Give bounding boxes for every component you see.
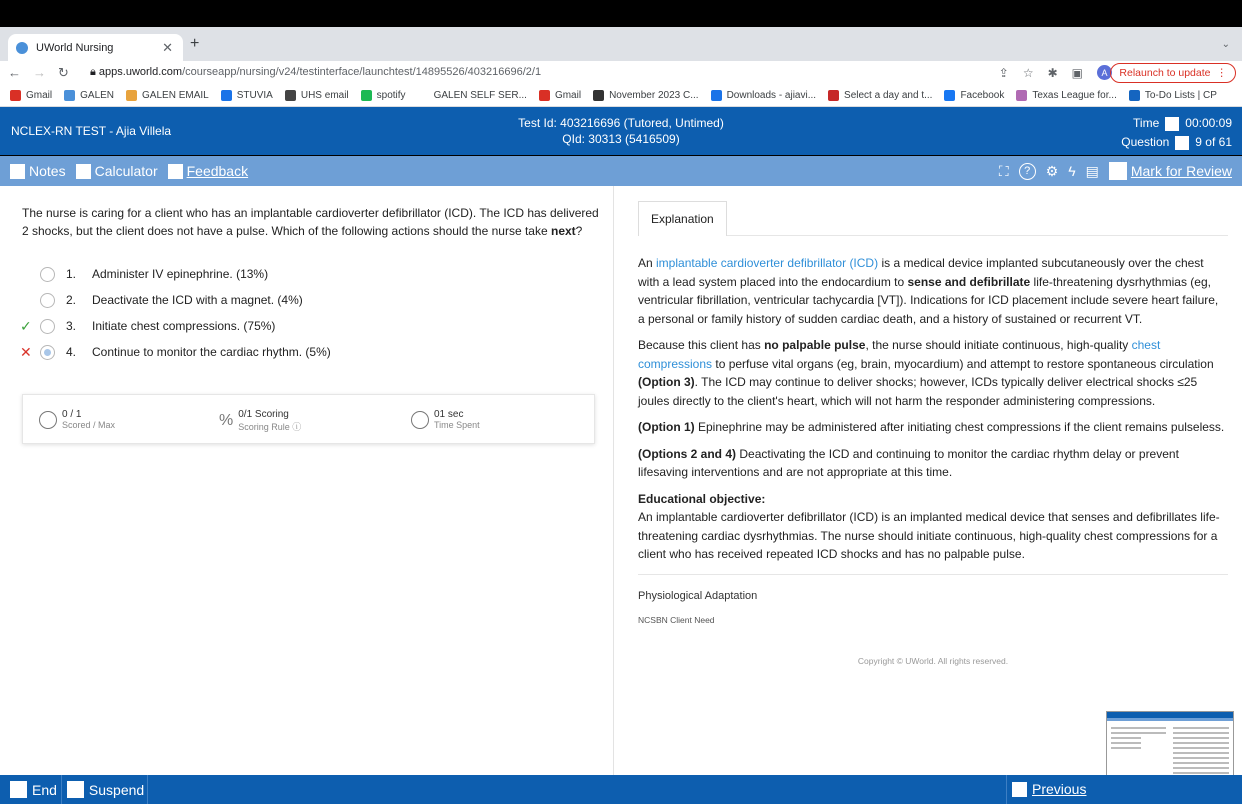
suspend-label: Suspend xyxy=(88,781,145,798)
bookmark-item[interactable] xyxy=(10,90,52,101)
url-domain: apps.uworld.com xyxy=(98,66,183,78)
educational-objective-text: An implantable cardioverter defibrillator (ICD) is an implanted medical device that senses and defibrillates life-threatening cardiac dysrhythmias. The nurse should initiate continuous, high-quality chest compressions for a client who has received repeated ICD shocks and has no palpable pulse. xyxy=(638,510,1220,561)
answer-text: Deactivate the ICD with a magnet. (4%) xyxy=(92,293,303,307)
bookmark-item[interactable] xyxy=(944,90,1004,101)
answer-option[interactable] xyxy=(20,287,331,313)
bookmark-label: GALEN xyxy=(80,90,115,101)
bookmark-favicon-icon xyxy=(126,90,137,101)
bookmark-star-icon[interactable]: ☆ xyxy=(1022,65,1034,80)
calculator-label: Calculator xyxy=(94,163,158,179)
previous-label: Previous xyxy=(1032,781,1087,797)
notes-icon xyxy=(10,164,25,179)
correct-check-icon: ✓ xyxy=(20,317,32,334)
settings-gear-icon[interactable]: ⚙ xyxy=(1045,162,1059,179)
forward-arrow-icon[interactable]: → xyxy=(33,65,46,80)
lock-icon: 🔒︎ xyxy=(90,66,96,78)
bookmark-label: spotify xyxy=(376,90,406,101)
bookmark-item[interactable] xyxy=(126,90,209,101)
bookmark-item[interactable] xyxy=(361,90,406,101)
text: is a medical device implanted subcutaneously over the chest with a lead system placed into the endocardium to xyxy=(638,256,1204,289)
test-footer xyxy=(0,775,1242,804)
bookmark-item[interactable] xyxy=(418,90,527,101)
score-stat xyxy=(39,409,115,430)
time-spent-label: Time Spent xyxy=(434,420,480,430)
stats-panel xyxy=(22,394,595,444)
bookmark-favicon-icon xyxy=(593,90,604,101)
address-bar[interactable] xyxy=(90,66,541,79)
bookmark-favicon-icon xyxy=(711,90,722,101)
score-label: Scored / Max xyxy=(62,420,116,430)
test-id: Test Id: 403216696 (Tutored, Untimed) xyxy=(518,116,724,130)
text: (Option 3) xyxy=(638,375,695,389)
mark-review-label: Mark for Review xyxy=(1130,163,1232,179)
answer-text: Initiate chest compressions. (75%) xyxy=(92,319,276,333)
text: sense and defibrillate xyxy=(907,274,1031,289)
end-icon xyxy=(10,781,27,798)
url-path: /courseapp/nursing/v24/testinterface/launchtest/14895526/403216696/2/1 xyxy=(182,66,542,78)
question-label: Question xyxy=(1121,135,1170,149)
bookmark-item[interactable] xyxy=(285,90,349,101)
explanation-tab[interactable]: Explanation xyxy=(638,201,727,236)
bookmark-label: November 2023 C... xyxy=(609,90,699,101)
question-counter: 9 of 61 xyxy=(1195,135,1232,149)
lab-values-icon[interactable]: ϟ xyxy=(1068,163,1076,179)
app-header xyxy=(0,107,1242,155)
relaunch-button[interactable] xyxy=(1110,63,1236,83)
bookmark-label: Select a day and t... xyxy=(844,90,933,101)
mark-for-review-button[interactable] xyxy=(1109,162,1232,180)
test-toolbar xyxy=(0,156,1242,186)
text: no palpable pulse xyxy=(764,338,866,352)
bookmark-label: Gmail xyxy=(554,90,582,101)
fullscreen-icon[interactable]: ⛶ xyxy=(998,162,1009,179)
bookmark-item[interactable] xyxy=(828,90,932,101)
uworld-favicon-icon xyxy=(16,42,28,54)
answer-radio[interactable] xyxy=(40,267,55,282)
question-end: ? xyxy=(575,224,583,238)
bookmark-label: GALEN EMAIL xyxy=(142,90,209,101)
suspend-button[interactable] xyxy=(67,781,148,798)
text: An xyxy=(638,256,657,270)
text: Deactivating the ICD and continuing to monitor the cardiac rhythm delay or prevent lifesaving interventions and are not appropriate at this time. xyxy=(638,446,1179,479)
bookmark-favicon-icon xyxy=(10,90,21,101)
share-icon[interactable]: ⇪ xyxy=(998,65,1009,80)
score-value: 0 / 1 xyxy=(62,409,82,420)
bookmark-favicon-icon xyxy=(418,90,429,101)
answer-text: Administer IV epinephrine. (13%) xyxy=(92,267,269,281)
rule-value: 0/1 Scoring xyxy=(238,409,289,420)
screenshot-thumbnail[interactable] xyxy=(1106,711,1234,785)
answer-number: 1. xyxy=(66,267,77,281)
bookmark-favicon-icon xyxy=(1129,90,1140,101)
calculator-button[interactable] xyxy=(76,163,158,179)
score-target-icon xyxy=(39,411,57,429)
bookmark-item[interactable] xyxy=(221,90,273,101)
relaunch-label: Relaunch to update xyxy=(1119,67,1211,79)
time-value: 00:00:09 xyxy=(1185,116,1232,130)
text: Because this client has xyxy=(638,338,765,352)
extensions-icon[interactable]: ✱ xyxy=(1047,65,1058,80)
pane-divider[interactable] xyxy=(613,186,614,775)
explanation-pane xyxy=(638,201,1228,670)
explanation-paragraph xyxy=(638,254,1228,328)
profile-avatar[interactable]: A xyxy=(1097,65,1112,80)
answer-option[interactable] xyxy=(20,339,331,365)
previous-icon xyxy=(1012,782,1027,797)
bookmark-item[interactable] xyxy=(1129,90,1217,101)
browser-tab[interactable] xyxy=(8,34,183,61)
notes-button[interactable] xyxy=(10,163,66,179)
reload-icon[interactable]: ↻ xyxy=(58,65,69,80)
answer-number: 2. xyxy=(66,293,77,307)
feedback-button[interactable] xyxy=(168,163,248,179)
text: life-threatening dysrhythmias (eg, ventricular fibrillation, ventricular tachycardia [VT]). Indications for ICD placement include severe heart failure, a personal or family history of sudden cardiac death, and a history of sustained or recurrent VT. xyxy=(638,274,1219,326)
browser-toolbar xyxy=(0,61,1242,85)
sidepanel-icon[interactable]: ▣ xyxy=(1071,65,1083,80)
notes-label: Notes xyxy=(29,163,66,179)
question-emphasis: next xyxy=(550,224,576,238)
calculator-icon xyxy=(76,164,91,179)
bookmark-item[interactable] xyxy=(1016,90,1117,101)
answer-number: 3. xyxy=(66,319,77,333)
end-label: End xyxy=(32,781,57,798)
answer-option[interactable] xyxy=(20,313,331,339)
more-menu-icon: ⋮ xyxy=(1216,67,1227,79)
question-text: The nurse is caring for a client who has an implantable cardioverter defibrillator (ICD). The ICD has delivered 2 shocks, but the client does not have a pulse. Which of the following actions should the nurse take xyxy=(22,206,599,238)
bookmark-favicon-icon xyxy=(221,90,232,101)
help-icon[interactable]: ? xyxy=(1019,163,1036,180)
explanation-paragraph xyxy=(638,445,1228,482)
bookmark-label: To-Do Lists | CP xyxy=(1144,90,1217,101)
incorrect-x-icon: ✕ xyxy=(20,343,32,360)
answer-radio[interactable] xyxy=(40,293,55,308)
chest-compressions-link[interactable]: chest compressions xyxy=(638,338,1161,371)
bookmark-label: GALEN SELF SER... xyxy=(433,90,527,101)
rule-stat xyxy=(219,409,301,433)
bookmark-item[interactable] xyxy=(711,90,816,101)
time-label: Time xyxy=(1133,116,1160,130)
text: (Options 2 and 4) xyxy=(638,446,737,461)
feedback-icon xyxy=(168,164,183,179)
icd-link[interactable]: implantable cardioverter defibrillator (ICD) xyxy=(656,256,879,270)
bookmark-label: Gmail xyxy=(26,90,53,101)
bookmark-item[interactable] xyxy=(64,90,114,101)
bookmark-favicon-icon xyxy=(944,90,955,101)
text: to perfuse vital organs (eg, brain, myocardium) and attempt to restore spontaneous circulation xyxy=(712,356,1214,371)
mark-review-checkbox xyxy=(1109,162,1127,180)
bookmark-item[interactable] xyxy=(539,90,581,101)
text: Epinephrine may be administered after initiating chest compressions if the client remains pulseless. xyxy=(694,420,1225,434)
educational-objective-title: Educational objective: xyxy=(638,491,766,506)
answer-option[interactable] xyxy=(20,261,331,287)
bookmarks-bar xyxy=(0,85,1242,107)
bookmark-label: Facebook xyxy=(960,90,1005,101)
bookmark-favicon-icon xyxy=(361,90,372,101)
timer-toggle-icon[interactable] xyxy=(1165,117,1179,131)
answer-number: 4. xyxy=(66,345,77,359)
text: (Option 1) xyxy=(638,420,695,434)
browser-tabstrip xyxy=(0,27,1242,61)
text: . The ICD may continue to deliver shocks; however, ICDs typically deliver electrical shocks ≤25 joules directly to the client's heart, which will not harm the responder administering compressions. xyxy=(638,375,1198,408)
previous-button[interactable] xyxy=(1012,781,1086,797)
explanation-paragraph xyxy=(638,336,1228,410)
category-label: NCSBN Client Need xyxy=(638,615,715,625)
suspend-icon xyxy=(67,781,84,798)
tab-search-chevron-icon[interactable]: ⌄ xyxy=(1221,39,1230,50)
bookmark-favicon-icon xyxy=(64,90,75,101)
bookmark-label: Texas League for... xyxy=(1032,90,1117,101)
test-title: NCLEX-RN TEST - Ajia Villela xyxy=(11,124,172,138)
explanation-paragraph xyxy=(638,418,1228,437)
bookmark-favicon-icon xyxy=(285,90,296,101)
time-spent-value: 01 sec xyxy=(434,409,464,420)
back-arrow-icon[interactable]: ← xyxy=(8,65,21,80)
answer-radio[interactable] xyxy=(40,345,55,360)
question-stem xyxy=(22,204,607,240)
end-button[interactable] xyxy=(10,781,61,798)
new-tab-icon[interactable]: + xyxy=(190,35,200,52)
scoring-rule-icon: % xyxy=(219,412,234,429)
bookmark-label: STUVIA xyxy=(236,90,273,101)
info-icon[interactable]: ⓘ xyxy=(292,422,302,432)
question-id: QId: 30313 (5416509) xyxy=(562,132,680,146)
answer-radio[interactable] xyxy=(40,319,55,334)
bookmark-favicon-icon xyxy=(539,90,550,101)
question-nav-icon[interactable] xyxy=(1175,136,1189,150)
tab-title: UWorld Nursing xyxy=(36,41,114,54)
rule-label: Scoring Rule xyxy=(238,422,290,432)
feedback-label: Feedback xyxy=(186,163,249,179)
bookmark-item[interactable] xyxy=(593,90,699,101)
time-stat xyxy=(411,409,480,430)
bookmark-favicon-icon xyxy=(1016,90,1027,101)
text: , the nurse should initiate continuous, high-quality xyxy=(865,338,1132,352)
answer-list xyxy=(20,261,331,365)
category: Physiological Adaptation xyxy=(638,589,758,602)
main-content xyxy=(0,186,1242,775)
bookmark-label: UHS email xyxy=(300,90,349,101)
answer-text: Continue to monitor the cardiac rhythm. (5%) xyxy=(92,345,331,359)
close-tab-icon[interactable]: ✕ xyxy=(162,39,173,55)
clock-icon xyxy=(411,411,429,429)
bookmark-label: Downloads - ajiavi... xyxy=(726,90,817,101)
bookmark-favicon-icon xyxy=(828,90,839,101)
reference-book-icon[interactable]: ▤ xyxy=(1085,162,1099,179)
copyright: Copyright © UWorld. All rights reserved. xyxy=(857,655,1009,666)
